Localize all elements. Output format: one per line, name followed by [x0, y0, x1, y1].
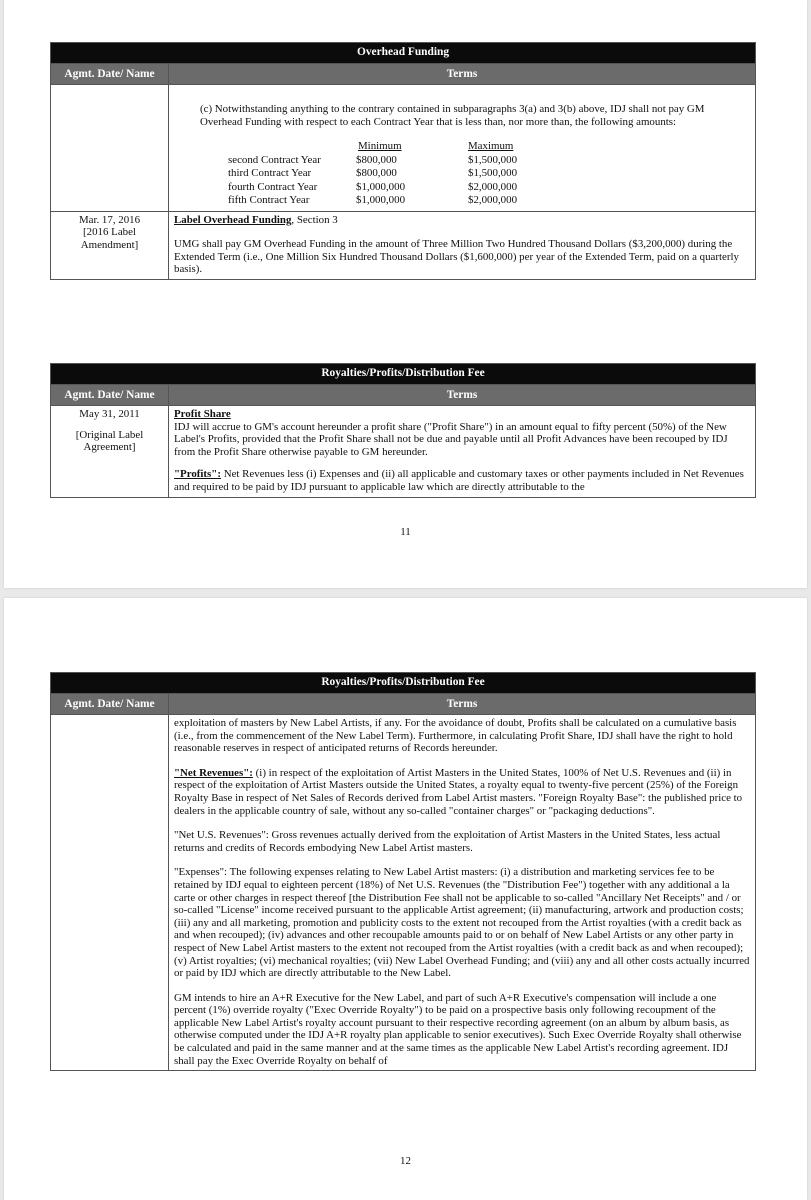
page-number: 12 [400, 1155, 411, 1167]
minimum-amount: $1,000,000 [356, 194, 406, 207]
maximum-header: Maximum [468, 140, 514, 153]
table-row [51, 85, 756, 212]
amount-row [228, 181, 751, 195]
amount-row [228, 194, 751, 208]
maximum-amount: $2,000,000 [468, 180, 518, 193]
terms-cell [169, 406, 756, 498]
section-heading-title: Label Overhead Funding [174, 213, 292, 226]
clause-c-text: (c) Notwithstanding anything to the contrary contained in subparagraphs 3(a) and 3(b) above, IDJ shall not pay GM Overhead Funding with respect to each Contract Year that is less than, nor more than, the following amounts: [200, 103, 705, 128]
minimum-amount: $800,000 [356, 167, 397, 180]
agreement-name: [Original Label [75, 428, 144, 441]
column-header-date: Agmt. Date/ Name [51, 64, 169, 85]
column-header-terms: Terms [169, 385, 756, 406]
profit-share-heading: Profit Share [174, 408, 231, 420]
table-row [51, 211, 756, 279]
table-header-row [51, 64, 756, 85]
agreement-name: Amendment] [80, 238, 139, 251]
net-us-revenues-definition: "Net U.S. Revenues": Gross revenues actually derived from the exploitation of Artist Masters in the United States, less actual returns and credits of Records embodying New Label Artist masters. [174, 829, 721, 854]
agreement-date: Mar. 17, 2016 [78, 213, 141, 226]
net-revenues-definition [174, 767, 751, 817]
section-heading [174, 214, 751, 227]
date-cell [51, 715, 169, 1071]
royalties-table-continued [50, 672, 756, 1071]
table-title-row [51, 364, 756, 385]
column-header-date: Agmt. Date/ Name [51, 385, 169, 406]
contract-year: third Contract Year [228, 167, 312, 180]
column-header-terms: Terms [169, 694, 756, 715]
table-title-row [51, 43, 756, 64]
column-header-terms: Terms [169, 64, 756, 85]
expenses-definition: "Expenses": The following expenses relating to New Label Artist masters: (i) a distribution and marketing services fee to be retained by IDJ equal to eighteen percent (18%) of Net U.S. Revenues (the "Distribution Fee") together with any additional a la carte or other charges in respect thereof [the Distribution Fee shall not be applicable to so-called "Ancillary Net Receipts" and / or so-called "License" income received pursuant to the applicable Artist agreement; (ii) manufacturing, artwork and production costs; (iii) any and all marketing, promotion and publicity costs to the extent not recouped from the Artist royalties (with a credit back as and when recouped); (iv) advances and other recoupable amounts paid to or on behalf of New Label Artists or any other party in respect of New Label Artist masters to the extent not recouped from the Artist royalties (with a credit back as and when recouped); (v) Artist royalties; (vi) mechanical royalties; (vii) New Label Overhead Funding; and (viii) any and all other costs actually incurred or paid by IDJ which are directly attributable to the New Label. [174, 866, 750, 980]
document-page-11 [4, 0, 807, 588]
terms-cell [169, 715, 756, 1071]
net-revenues-term: "Net Revenues": [174, 766, 253, 779]
contract-year: fifth Contract Year [228, 194, 310, 207]
terms-cell [169, 85, 756, 212]
page-number: 11 [400, 526, 411, 538]
table-title-row [51, 673, 756, 694]
profits-term: "Profits": [174, 468, 221, 481]
column-header-date: Agmt. Date/ Name [51, 694, 169, 715]
section-body: UMG shall pay GM Overhead Funding in the amount of Three Million Two Hundred Thousand Dollars ($3,200,000) during the Extended Term (i.e., One Million Six Hundred Thousand Dollars ($1,600,000) per year of the Extended Term, paid on a quarterly basis). [174, 238, 739, 276]
minimum-amount: $1,000,000 [356, 180, 406, 193]
maximum-amount: $1,500,000 [468, 167, 518, 180]
table-header-row [51, 694, 756, 715]
agreement-date: May 31, 2011 [79, 408, 140, 420]
royalties-table [50, 363, 756, 498]
agreement-name: [2016 Label [83, 226, 136, 239]
document-page-12 [4, 598, 807, 1200]
profits-definition [174, 468, 751, 493]
table-row [51, 406, 756, 498]
profit-share-body: IDJ will accrue to GM's account hereunder a profit share ("Profit Share") in an amount equal to fifty percent (50%) of the New Label's Profits, provided that the Profit Share shall not be due and payable until all Profit Advances have been recouped by IDJ from the Profit Share otherwise payable to GM hereunder. [174, 420, 728, 458]
date-cell [51, 406, 169, 498]
table-row [51, 715, 756, 1071]
net-revenues-body: (i) in respect of the exploitation of Artist Masters in the United States, 100% of Net U.S. Revenues and (ii) in respect of the exploitation of Artist Masters outside the United States, a royalty equal to twenty-five percent (25%) of the Foreign Royalty Base in respect of Net Sales of Records derived from Label Artist masters. "Foreign Royalty Base": the published price to dealers in the applicable country of sale, without any so-called "container charges" or "packaging deductions". [174, 766, 743, 817]
terms-cell [169, 211, 756, 279]
profits-body: Net Revenues less (i) Expenses and (ii) all applicable and customary taxes or other payments included in Net Revenues and required to be paid by IDJ pursuant to applicable law which are directly attributable to the [174, 468, 744, 493]
maximum-amount: $1,500,000 [468, 153, 518, 166]
table-title: Royalties/Profits/Distribution Fee [51, 364, 756, 385]
table-header-row [51, 385, 756, 406]
exec-override-paragraph: GM intends to hire an A+R Executive for the New Label, and part of such A+R Executive's compensation will include a one percent (1%) override royalty ("Exec Override Royalty") to be paid on a prospective basis only following recoupment of the applicable New Label Artist's royalty account pursuant to their respective recording agreement (on an album by album basis, as otherwise computed under the IDJ A+R royalty plan applicable to senior executives). Such Exec Override Royalty shall otherwise be calculated and paid in the same manner and at the same times as the applicable New Label Artist's recording agreement. IDJ shall pay the Exec Override Royalty on behalf of [174, 991, 742, 1067]
amount-row [228, 167, 751, 181]
table-title: Royalties/Profits/Distribution Fee [51, 673, 756, 694]
contract-year: second Contract Year [228, 153, 321, 166]
minimum-header: Minimum [358, 140, 402, 153]
date-cell [51, 211, 169, 279]
contract-year: fourth Contract Year [228, 180, 318, 193]
table-title: Overhead Funding [51, 43, 756, 64]
minimum-amount: $800,000 [356, 153, 397, 166]
profits-continued: exploitation of masters by New Label Artists, if any. For the avoidance of doubt, Profits shall be calculated on a cumulative basis (i.e., from the commencement of the New Label Term). Furthermore, in calculating Profit Share, IDJ shall have the right to hold reasonable reserves in respect of anticipated returns of Records hereunder. [174, 717, 737, 755]
section-heading-suffix: , Section 3 [291, 213, 338, 226]
amounts-table [228, 140, 751, 208]
amount-row [228, 154, 751, 168]
amounts-header [228, 140, 751, 154]
maximum-amount: $2,000,000 [468, 194, 518, 207]
overhead-funding-table [50, 42, 756, 280]
agreement-name: Agreement] [83, 441, 136, 454]
date-cell [51, 85, 169, 212]
